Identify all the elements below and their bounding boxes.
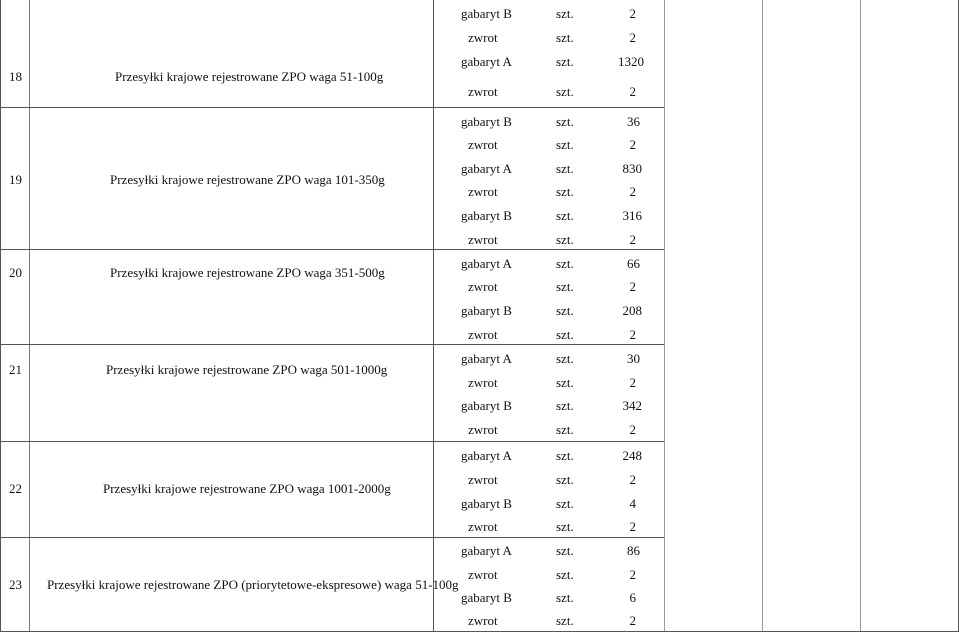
item-unit: szt. [556,351,574,366]
item-unit: szt. [556,114,574,129]
item-unit: szt. [556,327,574,342]
item-type: gabaryt B [461,590,512,605]
item-unit: szt. [556,543,574,558]
row-description: Przesyłki krajowe rejestrowane ZPO waga 51-100g [115,69,384,84]
item-type: zwrot [468,279,498,294]
item-quantity: 316 [622,208,642,223]
row-separator [0,441,664,442]
item-quantity: 2 [629,184,636,199]
item-unit: szt. [556,472,574,487]
item-quantity: 2 [629,613,636,628]
item-type: zwrot [468,422,498,437]
item-quantity: 36 [627,114,640,129]
row-number: 18 [9,69,22,84]
item-unit: szt. [556,375,574,390]
item-type: zwrot [468,327,498,342]
item-quantity: 30 [627,351,640,366]
item-unit: szt. [556,256,574,271]
item-type: gabaryt B [461,496,512,511]
item-quantity: 830 [622,161,642,176]
row-description: Przesyłki krajowe rejestrowane ZPO waga 501-1000g [106,362,388,377]
item-quantity: 1320 [618,54,644,69]
item-quantity: 2 [629,327,636,342]
row-description: Przesyłki krajowe rejestrowane ZPO waga 1001-2000g [103,481,391,496]
item-type: gabaryt A [461,256,512,271]
item-type: gabaryt A [461,351,512,366]
row-description: Przesyłki krajowe rejestrowane ZPO (priorytetowe-ekspresowe) waga 51-100g [47,577,459,592]
item-quantity: 342 [622,398,642,413]
item-type: zwrot [468,472,498,487]
row-number: 19 [9,172,22,187]
item-quantity: 4 [629,496,636,511]
item-quantity: 2 [629,6,636,21]
item-unit: szt. [556,303,574,318]
item-type: zwrot [468,232,498,247]
item-quantity: 2 [629,567,636,582]
item-unit: szt. [556,232,574,247]
item-type: gabaryt B [461,114,512,129]
item-type: gabaryt B [461,398,512,413]
item-unit: szt. [556,279,574,294]
item-quantity: 66 [627,256,640,271]
item-unit: szt. [556,496,574,511]
item-unit: szt. [556,613,574,628]
row-description: Przesyłki krajowe rejestrowane ZPO waga 351-500g [110,265,385,280]
row-separator [0,107,664,108]
item-quantity: 2 [629,279,636,294]
item-unit: szt. [556,208,574,223]
item-quantity: 2 [629,30,636,45]
grid-line [860,0,861,632]
item-quantity: 2 [629,422,636,437]
row-number: 20 [9,265,22,280]
row-number: 22 [9,481,22,496]
item-unit: szt. [556,54,574,69]
row-description: Przesyłki krajowe rejestrowane ZPO waga 101-350g [110,172,385,187]
item-quantity: 2 [629,519,636,534]
item-type: zwrot [468,184,498,199]
row-separator [0,249,664,250]
grid-line [762,0,763,632]
item-type: zwrot [468,519,498,534]
item-unit: szt. [556,519,574,534]
item-quantity: 2 [629,137,636,152]
item-unit: szt. [556,184,574,199]
item-type: zwrot [468,613,498,628]
item-unit: szt. [556,137,574,152]
item-unit: szt. [556,590,574,605]
item-type: gabaryt A [461,543,512,558]
item-quantity: 208 [622,303,642,318]
item-type: zwrot [468,84,498,99]
item-type: gabaryt B [461,208,512,223]
item-type: gabaryt A [461,54,512,69]
item-type: gabaryt A [461,161,512,176]
item-type: gabaryt A [461,448,512,463]
item-type: gabaryt B [461,6,512,21]
item-quantity: 86 [627,543,640,558]
item-type: zwrot [468,567,498,582]
row-number: 21 [9,362,22,377]
item-quantity: 2 [629,375,636,390]
item-quantity: 6 [629,590,636,605]
row-number: 23 [9,577,22,592]
item-unit: szt. [556,30,574,45]
item-type: zwrot [468,137,498,152]
item-unit: szt. [556,84,574,99]
item-quantity: 2 [629,232,636,247]
item-unit: szt. [556,161,574,176]
item-type: gabaryt B [461,303,512,318]
item-type: zwrot [468,375,498,390]
item-unit: szt. [556,448,574,463]
item-quantity: 2 [629,84,636,99]
item-unit: szt. [556,567,574,582]
row-separator [0,537,664,538]
item-quantity: 248 [622,448,642,463]
item-unit: szt. [556,6,574,21]
item-unit: szt. [556,398,574,413]
item-quantity: 2 [629,472,636,487]
item-unit: szt. [556,422,574,437]
grid-line [664,0,665,632]
item-type: zwrot [468,30,498,45]
row-separator [0,344,664,345]
